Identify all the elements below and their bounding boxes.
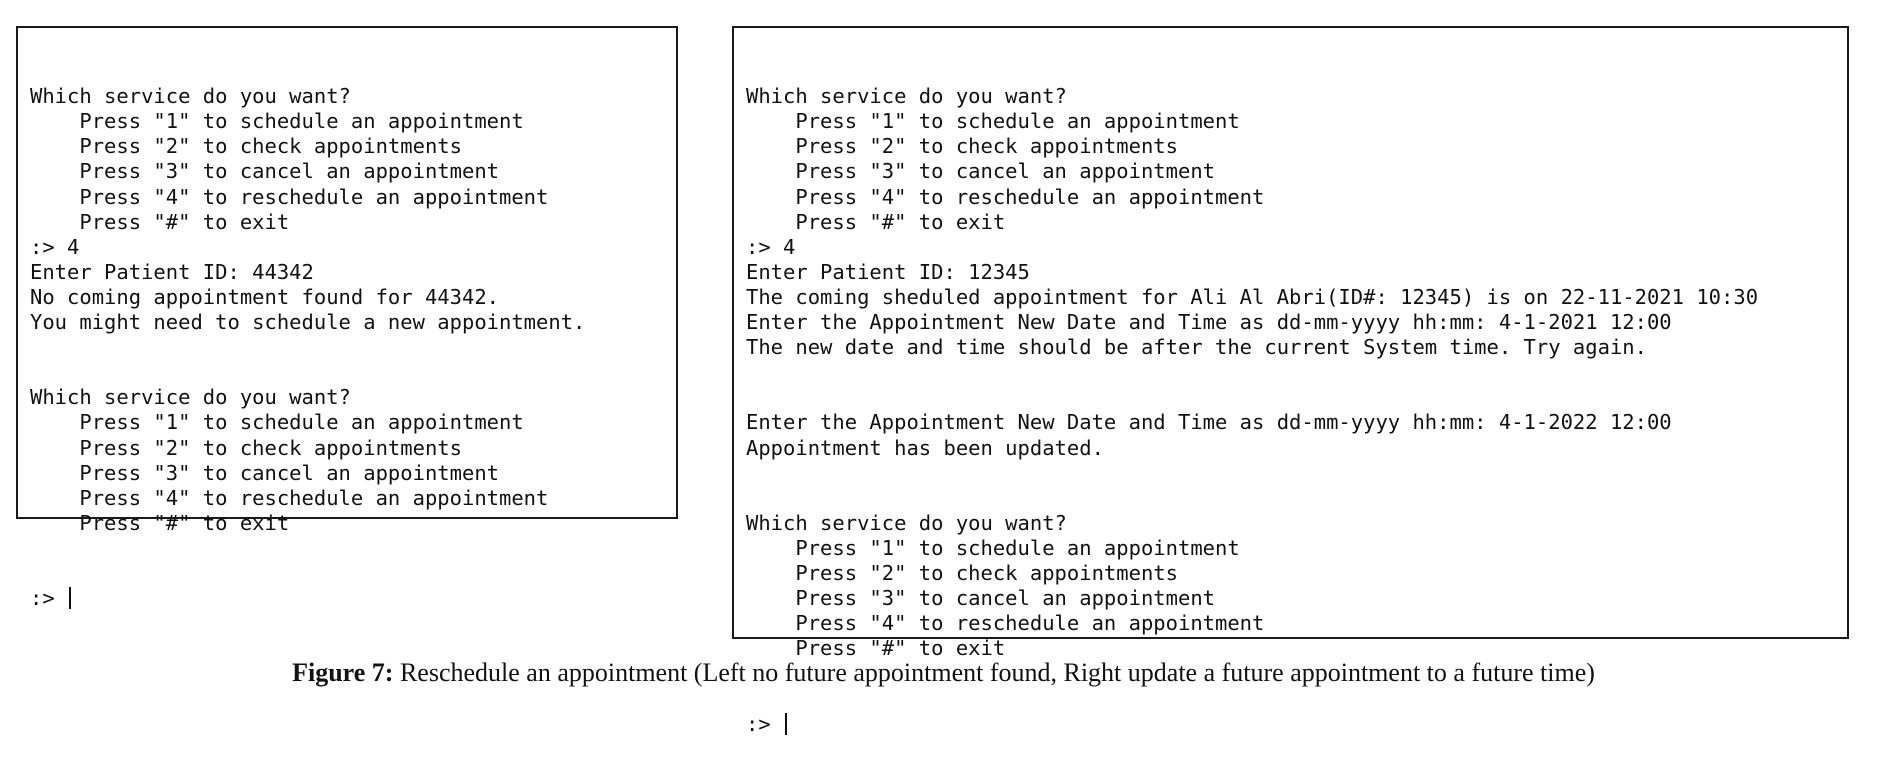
terminal-line: Press "#" to exit <box>30 510 290 535</box>
terminal-line: Press "2" to check appointments <box>30 134 462 159</box>
terminal-left <box>16 26 678 611</box>
terminal-line: You might need to schedule a new appointment. <box>30 310 586 335</box>
terminal-line <box>746 385 1835 410</box>
terminal-line: Press "2" to check appointments <box>30 435 462 460</box>
terminal-line: Enter Patient ID: 12345 <box>746 259 1030 284</box>
terminal-line: Press "#" to exit <box>746 209 1006 234</box>
terminal-line: Press "4" to reschedule an appointment <box>746 611 1265 636</box>
terminal-line: No coming appointment found for 44342. <box>30 284 499 309</box>
terminal-line: Press "4" to reschedule an appointment <box>30 485 549 510</box>
terminal-right-output <box>746 84 1835 661</box>
terminal-line: Press "4" to reschedule an appointment <box>746 184 1265 209</box>
terminal-line: Press "3" to cancel an appointment <box>30 460 499 485</box>
terminal-line: Press "4" to reschedule an appointment <box>30 184 549 209</box>
terminal-line: :> 4 <box>30 234 80 259</box>
terminal-left-output <box>30 84 664 536</box>
terminal-line: Press "3" to cancel an appointment <box>746 159 1215 184</box>
terminal-right-prompt-line[interactable] <box>746 712 1835 737</box>
figure-label: Figure 7: <box>292 658 394 687</box>
terminal-line: Press "#" to exit <box>746 636 1006 661</box>
terminal-line: Press "2" to check appointments <box>746 560 1178 585</box>
terminal-line: Press "1" to schedule an appointment <box>30 410 524 435</box>
terminal-left-prompt-line[interactable] <box>30 586 664 611</box>
terminal-line: Press "3" to cancel an appointment <box>30 159 499 184</box>
terminal-line: Press "3" to cancel an appointment <box>746 586 1215 611</box>
terminal-line <box>746 486 1835 511</box>
prompt-text: :> <box>746 711 784 736</box>
terminal-line: Appointment has been updated. <box>746 435 1104 460</box>
figure-caption <box>0 657 1887 689</box>
terminal-line: Which service do you want? <box>30 84 351 109</box>
terminal-line <box>746 461 1835 486</box>
terminal-line: Which service do you want? <box>30 385 351 410</box>
terminal-line: The coming sheduled appointment for Ali Al Abri(ID#: 12345) is on 22-11-2021 10:30 <box>746 284 1759 309</box>
terminal-line: Enter the Appointment New Date and Time as dd-mm-yyyy hh:mm: 4-1-2021 12:00 <box>746 310 1672 335</box>
terminal-line <box>30 335 664 360</box>
prompt-text: :> <box>30 586 68 611</box>
terminal-line: Press "2" to check appointments <box>746 134 1178 159</box>
terminal-line: Which service do you want? <box>746 84 1067 109</box>
figure-caption-text: Reschedule an appointment (Left no future appointment found, Right update a future appointment to a future time) <box>393 658 1595 687</box>
terminal-line <box>30 360 664 385</box>
terminal-line: Press "1" to schedule an appointment <box>746 535 1240 560</box>
terminal-line: Enter the Appointment New Date and Time as dd-mm-yyyy hh:mm: 4-1-2022 12:00 <box>746 410 1672 435</box>
terminal-line: Which service do you want? <box>746 510 1067 535</box>
text-cursor <box>785 713 787 735</box>
terminal-line: :> 4 <box>746 234 796 259</box>
terminal-line <box>746 360 1835 385</box>
terminal-line: Press "1" to schedule an appointment <box>30 109 524 134</box>
terminal-line: Enter Patient ID: 44342 <box>30 259 314 284</box>
terminal-line: The new date and time should be after the current System time. Try again. <box>746 335 1647 360</box>
terminal-line: Press "1" to schedule an appointment <box>746 109 1240 134</box>
text-cursor <box>69 587 71 609</box>
terminal-line: Press "#" to exit <box>30 209 290 234</box>
